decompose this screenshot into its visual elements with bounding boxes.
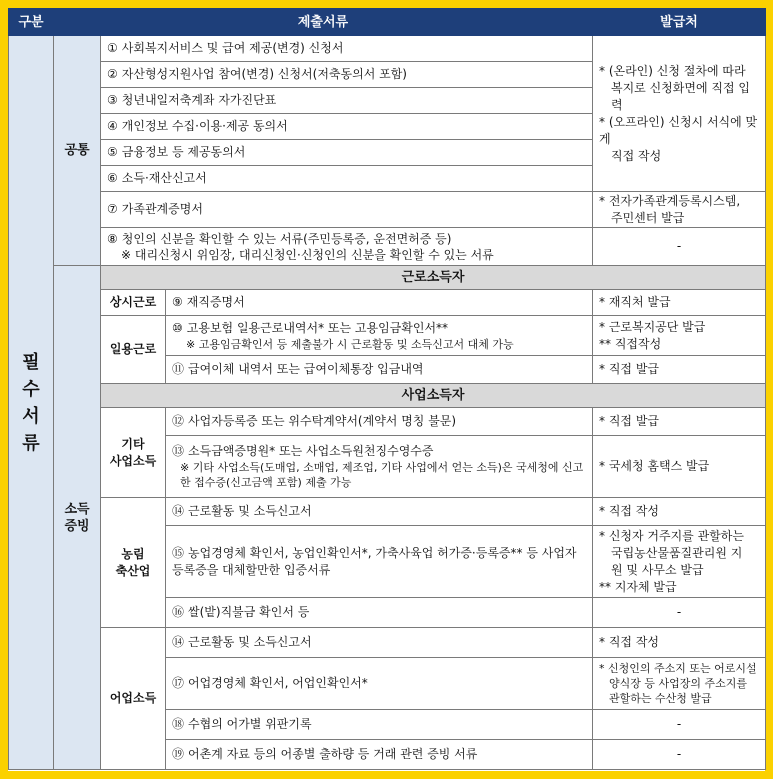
required-documents-table — [8, 8, 766, 770]
table-row — [9, 36, 766, 62]
main-category-char: 필 — [22, 351, 40, 373]
table-row — [9, 290, 766, 316]
doc-cell: ⑭ 근로활동 및 소득신고서 — [166, 628, 593, 658]
issuer-family: * 전자가족관계등록시스템, 주민센터 발급 — [593, 192, 766, 228]
issuer-cell: * 신청자 거주지를 관할하는 국립농산물품질관리원 지 원 및 사무소 발급 ** 지자체 발급 — [593, 526, 766, 598]
doc-cell: ⑰ 어업경영체 확인서, 어업인확인서* — [166, 658, 593, 710]
header-issuer: 발급처 — [593, 9, 766, 36]
table-row — [9, 266, 766, 290]
doc-cell: ⑥ 소득·재산신고서 — [101, 166, 593, 192]
doc-cell: ⑨ 재직증명서 — [166, 290, 593, 316]
issuer-cell: * 신청인의 주소지 또는 어로시설 양식장 등 사업장의 주소지를 관할하는 수산청 발급 — [593, 658, 766, 710]
table-row — [9, 498, 766, 526]
table-row — [9, 384, 766, 408]
doc-cell: ⑫ 사업자등록증 또는 위수탁계약서(계약서 명칭 불문) — [166, 408, 593, 436]
doc-cell: ⑤ 금융정보 등 제공동의서 — [101, 140, 593, 166]
issuer-cell: * 직접 작성 — [593, 498, 766, 526]
table-row — [9, 316, 766, 356]
table-row — [9, 408, 766, 436]
doc-cell: ⑦ 가족관계증명서 — [101, 192, 593, 228]
document-frame — [8, 8, 765, 771]
doc-cell: ⑮ 농업경영체 확인서, 농업인확인서*, 가축사육업 허가증·등록증** 등 사업자등록증을 대체할만한 입증서류 — [166, 526, 593, 598]
doc-cell: ⑩ 고용보험 일용근로내역서* 또는 고용임금확인서** ※ 고용임금확인서 등 제출불가 시 근로활동 및 소득신고서 대체 가능 — [166, 316, 593, 356]
income-label: 소득 증빙 — [54, 266, 101, 770]
issuer-common: * (온라인) 신청 절차에 따라 복지로 신청화면에 직접 입력 * (오프라인) 신청시 서식에 맞게 직접 작성 — [593, 36, 766, 192]
main-category-label — [11, 349, 51, 457]
issuer-cell: - — [593, 740, 766, 770]
doc-cell: ④ 개인정보 수집·이용·제공 동의서 — [101, 114, 593, 140]
main-category-char: 서 — [22, 405, 40, 427]
issuer-cell: * 재직처 발급 — [593, 290, 766, 316]
doc-cell: ① 사회복지서비스 및 급여 제공(변경) 신청서 — [101, 36, 593, 62]
header-documents: 제출서류 — [54, 9, 593, 36]
issuer-cell: - — [593, 710, 766, 740]
other-business-label: 기타 사업소득 — [101, 408, 166, 498]
doc-cell: ⑧ 청인의 신분을 확인할 수 있는 서류(주민등록증, 운전면허증 등) ※ 대리신청시 위임장, 대리신청인·신청인의 신분을 확인할 수 있는 서류 — [101, 228, 593, 266]
doc-cell: ⑲ 어촌계 자료 등의 어종별 출하량 등 거래 관련 증빙 서류 — [166, 740, 593, 770]
header-category: 구분 — [9, 9, 54, 36]
daily-label: 일용근로 — [101, 316, 166, 384]
doc-cell: ⑯ 쌀(밭)직불금 확인서 등 — [166, 598, 593, 628]
issuer-cell: * 직접 발급 — [593, 408, 766, 436]
table-row — [9, 628, 766, 658]
doc-cell: ⑭ 근로활동 및 소득신고서 — [166, 498, 593, 526]
common-label: 공통 — [54, 36, 101, 266]
main-category-char: 류 — [22, 432, 40, 454]
fish-label: 어업소득 — [101, 628, 166, 770]
table-row — [9, 228, 766, 266]
farm-label: 농림 축산업 — [101, 498, 166, 628]
issuer-cell: * 직접 작성 — [593, 628, 766, 658]
issuer-cell: * 근로복지공단 발급 ** 직접작성 — [593, 316, 766, 356]
doc-cell: ⑬ 소득금액증명원* 또는 사업소득원천징수영수증 ※ 기타 사업소득(도매업, 소매업, 제조업, 기타 사업에서 얻는 소득)은 국세청에 신고한 접수증(신고금액 포함) 제출 가능 — [166, 436, 593, 498]
issuer-id: - — [593, 228, 766, 266]
table-row — [9, 192, 766, 228]
doc-cell: ③ 청년내일저축계좌 자가진단표 — [101, 88, 593, 114]
regular-label: 상시근로 — [101, 290, 166, 316]
issuer-cell: * 국세청 홈택스 발급 — [593, 436, 766, 498]
issuer-cell: * 직접 발급 — [593, 356, 766, 384]
table-header — [9, 9, 766, 36]
doc-cell: ⑪ 급여이체 내역서 또는 급여이체통장 입금내역 — [166, 356, 593, 384]
issuer-cell: - — [593, 598, 766, 628]
doc-cell: ② 자산형성지원사업 참여(변경) 신청서(저축동의서 포함) — [101, 62, 593, 88]
main-category-char: 수 — [22, 378, 40, 400]
doc-cell: ⑱ 수협의 어가별 위판기록 — [166, 710, 593, 740]
main-category-cell — [9, 36, 54, 770]
business-header: 사업소득자 — [101, 384, 766, 408]
labor-header: 근로소득자 — [101, 266, 766, 290]
